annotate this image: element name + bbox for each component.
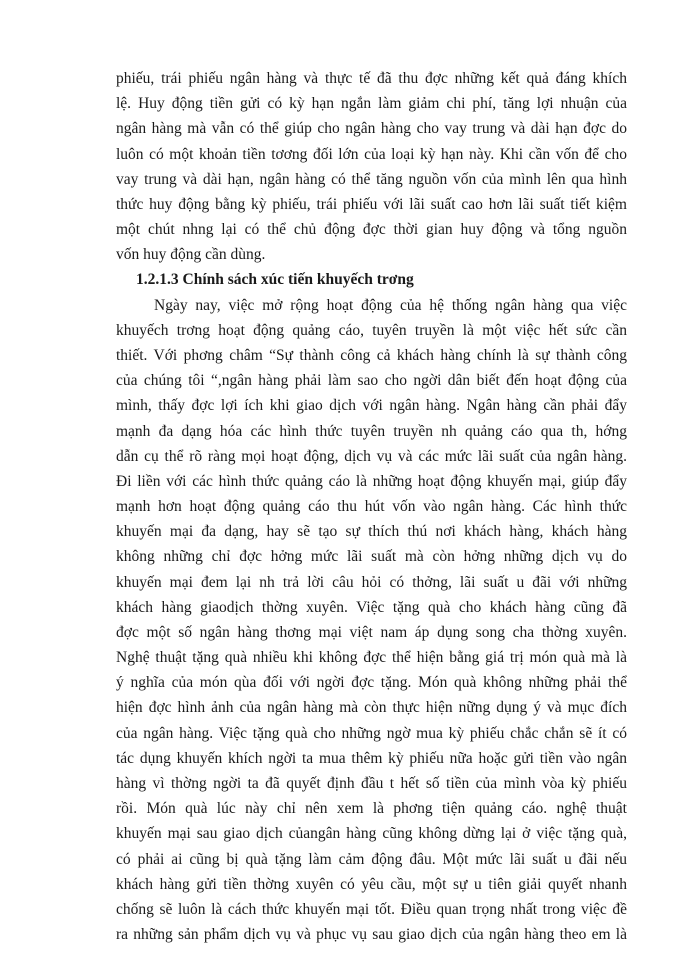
paragraph-line: ngân hàng mà vẫn có thể giúp cho ngân hàng cho vay trung và dài hạn đợc do xyxy=(116,120,627,138)
paragraph-line: vay trung và dài hạn, ngân hàng có thể tăng nguồn vốn của mình lên qua hình xyxy=(116,170,627,188)
paragraph-line: phiếu, trái phiếu ngân hàng và thực tế đã thu đợc những kết quả đáng khích xyxy=(116,70,627,87)
paragraph-line: khách hàng giaodịch thờng xuyên. Việc tặng quà cho khách hàng cũng đã xyxy=(116,598,627,616)
paragraph-line: khuyến mại đa dạng, hay sẽ tạo sự thích thú nơi khách hàng, khách hàng xyxy=(116,523,627,541)
paragraph-line: một chút nhng lại có thể chủ động đợc thời gian huy động và tổng nguồn xyxy=(116,221,627,239)
paragraph-line: mình, thấy đợc lợi ích khi giao dịch với ngân hàng. Ngân hàng cần phải đẩy xyxy=(116,397,627,415)
paragraph-line: hiện đợc hình ảnh của ngân hàng mà còn thực hiện nững dụng ý và mục đích xyxy=(116,699,627,717)
paragraph-line: ý nghĩa của món qùa đối với ngời đợc tặng. Món quà không những phải thể xyxy=(116,674,627,692)
paragraph-line: mạnh đa dạng hóa các hình thức tuyên truyền nh quảng cáo qua th, hớng xyxy=(116,422,627,440)
paragraph-line: mạnh hơn hoạt động quảng cáo thu hút vốn vào ngân hàng. Các hình thức xyxy=(116,498,627,515)
paragraph-line: rồi. Món quà lúc này chỉ nên xem là phơng tiện quảng cáo. nghệ thuật xyxy=(116,800,627,818)
paragraph-line: lệ. Huy động tiền gửi có kỳ hạn ngắn làm giảm chi phí, tăng lợi nhuận của xyxy=(116,95,627,113)
paragraph-line: thiết. Với phơng châm “Sự thành công cả khách hàng chính là sự thành công xyxy=(116,346,627,364)
paragraph-line: của ngân hàng. Việc tặng quà cho những ngờ mua kỳ phiếu chắc chắn sẽ ít có xyxy=(116,724,627,742)
paragraph-line: dẫn cụ thể rõ ràng mọi hoạt động, dịch vụ và các mức lãi suất của ngân hàng. xyxy=(116,447,627,465)
paragraph-line: luôn có một khoản tiền tơơng đối lớn của loại kỳ hạn này. Khi cần vốn để cho xyxy=(116,145,627,163)
paragraph-line: không những chỉ đợc hởng mức lãi suất mà còn hởng những dịch vụ do xyxy=(116,548,627,566)
paragraph-line: ra những sản phẩm dịch vụ và phục vụ sau giao dịch của ngân hàng theo em là xyxy=(116,926,627,943)
paragraph-line: khuyếch trơng hoạt động quảng cáo, tuyên truyền là một việc hết sức cần xyxy=(116,321,627,339)
paragraph-line: khuyến mại đem lại nh trả lời câu hỏi có thởng, lãi suất u đãi với những xyxy=(116,573,627,591)
paragraph-line: Ngày nay, việc mở rộng hoạt động của hệ thống ngân hàng qua việc xyxy=(154,296,627,314)
paragraph-line: tác dụng khuyến khích ngời ta mua thêm kỳ phiếu nữa hoặc gửi tiền vào ngân xyxy=(116,749,627,767)
paragraph-line: Nghệ thuật tặng quà nhiều khi không đợc thể hiện bằng giá trị món quà mà là xyxy=(116,649,627,667)
paragraph-line: khuyến mại sau giao dịch củangân hàng cũng không dừng lại ở việc tặng quà, xyxy=(116,825,627,843)
paragraph-line: khách hàng gửi tiền thờng xuyên có yêu cầu, một sự u tiên giải quyết nhanh xyxy=(116,875,627,893)
paragraph-line: chống sẽ luôn là cách thức khuyến mại tốt. Điều quan trọng nhất trong việc đề xyxy=(116,900,627,918)
section-heading: 1.2.1.3 Chính sách xúc tiến khuyếch trơng xyxy=(136,271,414,289)
paragraph-line: Đi liền với các hình thức quảng cáo là những hoạt động khuyến mại, giúp đẩy xyxy=(116,472,627,490)
paragraph-line: của chúng tôi “,ngân hàng phải làm sao cho ngời dân biết đến hoạt động của xyxy=(116,372,627,390)
paragraph-line: hàng vì thờng ngời ta đã quyết định đầu t hết số tiền của mình vòa kỳ phiếu xyxy=(116,774,627,792)
paragraph-line: có phải ai cũng bị quà tặng làm cảm động đâu. Một mức lãi suất u đãi nếu xyxy=(116,850,627,868)
paragraph-line: vốn huy động cần dùng. xyxy=(116,246,266,264)
paragraph-line: đợc một số ngân hàng thơng mại việt nam áp dụng song cha thờng xuyên. xyxy=(116,623,627,641)
paragraph-line: thức huy động bằng kỳ phiếu, trái phiếu với lãi suất cao hơn lãi suất tiết kiệm xyxy=(116,195,627,213)
